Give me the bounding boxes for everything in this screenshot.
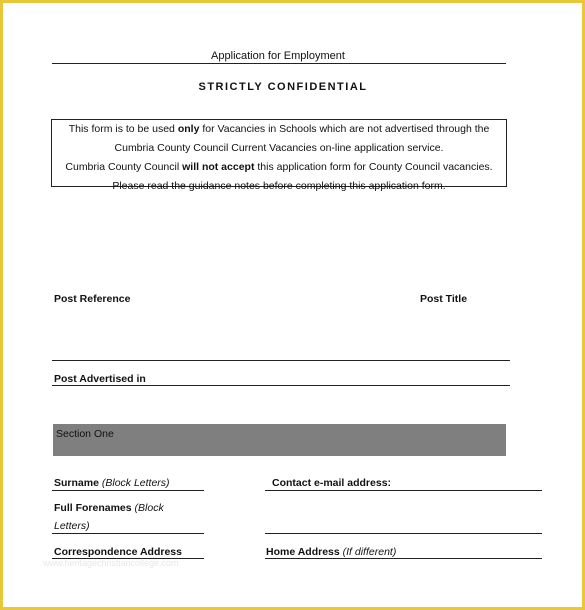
notice-line-4: Please read the guidance notes before completing this application form.	[112, 180, 446, 192]
surname-label: Surname (Block Letters)	[54, 477, 170, 489]
email-label: Contact e-mail address:	[272, 477, 392, 489]
post-reference-label: Post Reference	[54, 293, 131, 305]
email-field-continued[interactable]	[265, 533, 542, 534]
surname-field[interactable]	[52, 490, 204, 491]
notice-line-3: Cumbria County Council will not accept this application form for County Council vacancies.	[65, 161, 493, 173]
section-one-label: Section One	[56, 428, 114, 440]
home-address-label: Home Address (If different)	[266, 546, 397, 558]
section-one-bar	[53, 424, 506, 456]
title-underline	[52, 63, 506, 64]
home-address-field[interactable]	[265, 558, 542, 559]
forenames-label: Full Forenames (Block	[54, 502, 164, 514]
post-advertised-label: Post Advertised in	[54, 373, 146, 385]
watermark-text: www.heritagechristiancollege.com	[43, 558, 179, 568]
post-reference-field[interactable]	[52, 360, 510, 361]
notice-box	[51, 119, 507, 192]
notice-line-2: Cumbria County Council Current Vacancies on-line application service.	[114, 142, 444, 154]
post-title-label: Post Title	[420, 293, 468, 305]
post-advertised-field[interactable]	[52, 385, 510, 386]
notice-line-1: This form is to be used only for Vacancies in Schools which are not advertised through the	[68, 123, 490, 135]
email-field[interactable]	[265, 490, 542, 491]
correspondence-address-label: Correspondence Address	[54, 546, 182, 558]
confidential-heading: STRICTLY CONFIDENTIAL	[198, 81, 368, 93]
document-title: Application for Employment	[211, 50, 345, 62]
forenames-field[interactable]	[52, 533, 204, 534]
form-page	[3, 3, 582, 607]
forenames-note: Letters)	[54, 520, 90, 532]
